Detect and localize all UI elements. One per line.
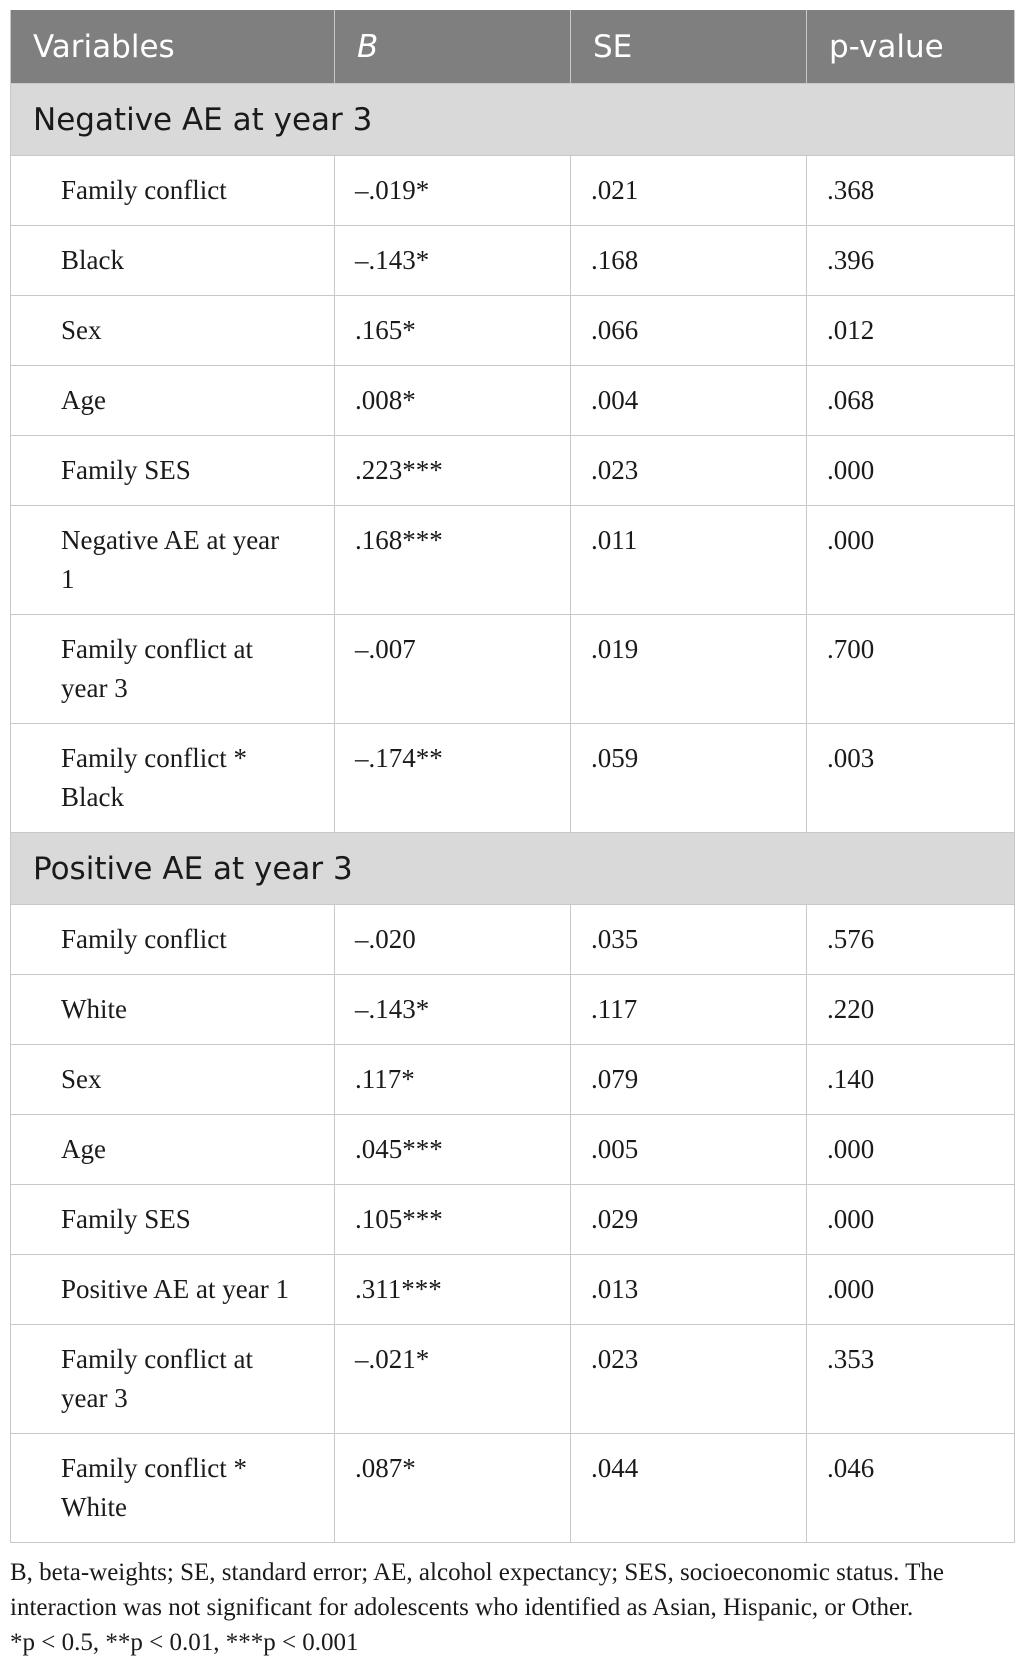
b-cell: .087* xyxy=(335,1434,571,1543)
pvalue-cell: .576 xyxy=(807,905,1015,975)
header-se: SE xyxy=(571,10,807,84)
table-row xyxy=(11,436,1015,506)
footnote-significance: *p < 0.5, **p < 0.01, ***p < 0.001 xyxy=(10,1629,359,1656)
pvalue-cell: .220 xyxy=(807,975,1015,1045)
pvalue-cell: .068 xyxy=(807,366,1015,436)
se-cell: .044 xyxy=(571,1434,807,1543)
variable-cell: Age xyxy=(11,366,335,436)
variable-cell: Family SES xyxy=(11,436,335,506)
section-title-negative: Negative AE at year 3 xyxy=(11,84,1015,156)
table-row xyxy=(11,1325,1015,1434)
se-cell: .021 xyxy=(571,156,807,226)
variable-cell: Family SES xyxy=(11,1185,335,1255)
header-variables: Variables xyxy=(11,10,335,84)
pvalue-cell: .000 xyxy=(807,1115,1015,1185)
se-cell: .059 xyxy=(571,724,807,833)
table-body-positive xyxy=(11,833,1015,1543)
se-cell: .005 xyxy=(571,1115,807,1185)
se-cell: .168 xyxy=(571,226,807,296)
variable-cell: Sex xyxy=(11,1045,335,1115)
pvalue-cell: .353 xyxy=(807,1325,1015,1434)
table-row xyxy=(11,1185,1015,1255)
b-cell: –.020 xyxy=(335,905,571,975)
pvalue-cell: .003 xyxy=(807,724,1015,833)
b-cell: .223*** xyxy=(335,436,571,506)
variable-cell: Family conflict * Black xyxy=(11,724,335,833)
se-cell: .019 xyxy=(571,615,807,724)
footnote-abbreviations: B, beta-weights; SE, standard error; AE, alcohol expectancy; SES, socioeconomic status. The interaction was not significant for adolescents who identified as Asian, Hispanic, or Other. xyxy=(10,1559,945,1621)
pvalue-cell: .396 xyxy=(807,226,1015,296)
variable-cell: Family conflict at year 3 xyxy=(11,615,335,724)
se-cell: .035 xyxy=(571,905,807,975)
table-row xyxy=(11,156,1015,226)
section-title-positive: Positive AE at year 3 xyxy=(11,833,1015,905)
b-cell: .008* xyxy=(335,366,571,436)
b-cell: .168*** xyxy=(335,506,571,615)
variable-cell: White xyxy=(11,975,335,1045)
pvalue-cell: .000 xyxy=(807,1255,1015,1325)
table-row xyxy=(11,226,1015,296)
table-row xyxy=(11,615,1015,724)
pvalue-cell: .000 xyxy=(807,506,1015,615)
header-row xyxy=(11,10,1015,84)
se-cell: .011 xyxy=(571,506,807,615)
b-cell: –.143* xyxy=(335,226,571,296)
b-cell: –.021* xyxy=(335,1325,571,1434)
b-cell: .045*** xyxy=(335,1115,571,1185)
table-row xyxy=(11,1255,1015,1325)
pvalue-cell: .012 xyxy=(807,296,1015,366)
table-body-negative xyxy=(11,84,1015,833)
b-cell: –.143* xyxy=(335,975,571,1045)
header-pvalue: p-value xyxy=(807,10,1015,84)
pvalue-cell: .000 xyxy=(807,1185,1015,1255)
variable-cell: Negative AE at year 1 xyxy=(11,506,335,615)
b-cell: .105*** xyxy=(335,1185,571,1255)
b-cell: .311*** xyxy=(335,1255,571,1325)
se-cell: .023 xyxy=(571,1325,807,1434)
pvalue-cell: .046 xyxy=(807,1434,1015,1543)
table-row xyxy=(11,1434,1015,1543)
b-cell: –.007 xyxy=(335,615,571,724)
se-cell: .013 xyxy=(571,1255,807,1325)
variable-cell: Family conflict xyxy=(11,905,335,975)
se-cell: .079 xyxy=(571,1045,807,1115)
se-cell: .066 xyxy=(571,296,807,366)
section-row-negative xyxy=(11,84,1015,156)
pvalue-cell: .000 xyxy=(807,436,1015,506)
table-row xyxy=(11,724,1015,833)
variable-cell: Age xyxy=(11,1115,335,1185)
table-row xyxy=(11,506,1015,615)
se-cell: .004 xyxy=(571,366,807,436)
table-row xyxy=(11,296,1015,366)
pvalue-cell: .700 xyxy=(807,615,1015,724)
pvalue-cell: .368 xyxy=(807,156,1015,226)
variable-cell: Positive AE at year 1 xyxy=(11,1255,335,1325)
table-header xyxy=(11,10,1015,84)
se-cell: .029 xyxy=(571,1185,807,1255)
b-cell: .165* xyxy=(335,296,571,366)
header-b: B xyxy=(335,10,571,84)
regression-table xyxy=(10,10,1015,1543)
b-cell: –.019* xyxy=(335,156,571,226)
b-cell: –.174** xyxy=(335,724,571,833)
table-row xyxy=(11,905,1015,975)
section-row-positive xyxy=(11,833,1015,905)
variable-cell: Sex xyxy=(11,296,335,366)
regression-table-container xyxy=(10,10,1014,1660)
se-cell: .023 xyxy=(571,436,807,506)
b-cell: .117* xyxy=(335,1045,571,1115)
variable-cell: Family conflict * White xyxy=(11,1434,335,1543)
variable-cell: Black xyxy=(11,226,335,296)
table-row xyxy=(11,366,1015,436)
pvalue-cell: .140 xyxy=(807,1045,1015,1115)
table-row xyxy=(11,975,1015,1045)
se-cell: .117 xyxy=(571,975,807,1045)
variable-cell: Family conflict xyxy=(11,156,335,226)
variable-cell: Family conflict at year 3 xyxy=(11,1325,335,1434)
table-row xyxy=(11,1115,1015,1185)
table-row xyxy=(11,1045,1015,1115)
table-footnote xyxy=(10,1555,1020,1660)
